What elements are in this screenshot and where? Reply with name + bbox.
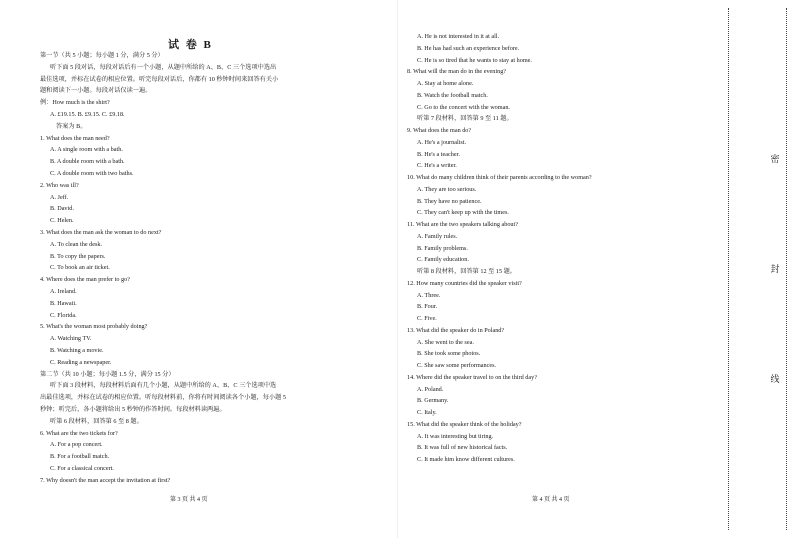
text-line: 出最佳选项，并标在试卷的相应位置。听每段材料前，你将有时间阅读各个小题，每小题 5: [40, 394, 286, 402]
binding-dotted-line-outer: [786, 8, 789, 530]
margin-char-feng: 封: [770, 264, 780, 274]
text-line: C. It made him know different cultures.: [417, 456, 515, 463]
text-line: C. He's a writer.: [417, 162, 457, 170]
text-line: 最佳选项，并标在试卷的相应位置。听完每段对话后，你都有 10 秒钟时间来回答有关小: [40, 75, 279, 83]
text-line: A. Jeff.: [50, 193, 69, 201]
text-line: A. To clean the desk.: [50, 240, 103, 248]
text-line: 听下面 5 段对话，每段对话后有一个小题，从题中所给的 A、B、C 三个选项中选出: [50, 63, 277, 71]
text-line: A. Stay at home alone.: [417, 80, 474, 87]
text-line: C. They can't keep up with the times.: [417, 209, 509, 217]
paper-title: 试 卷 B: [168, 39, 213, 51]
text-line: 听第 7 段材料，回答第 9 至 11 题。: [417, 115, 513, 123]
page-number-right: 第 4 页 共 4 页: [532, 497, 570, 503]
text-line: 8. What will the man do in the evening?: [407, 68, 507, 76]
text-line: C. He is so tired that he wants to stay at home.: [417, 56, 532, 64]
margin-char-mi: 密: [770, 154, 780, 164]
text-line: A. Three.: [417, 291, 441, 299]
fold-divider: [397, 0, 398, 538]
text-line: B. To copy the papers.: [50, 252, 106, 260]
text-line: 12. How many countries did the speaker visit?: [407, 279, 522, 287]
margin-char-xian: 线: [770, 374, 780, 384]
text-line: A. They are too serious.: [417, 185, 477, 193]
text-line: A. It was interesting but tiring.: [417, 432, 494, 440]
text-line: B. It was full of new historical facts.: [417, 444, 508, 452]
text-line: A. Poland.: [417, 385, 444, 393]
text-line: A. He is not interested in it at all.: [417, 33, 500, 40]
text-line: 例：How much is the shirt?: [40, 99, 110, 107]
text-line: 答案为 B。: [56, 122, 87, 130]
text-line: C. Reading a newspaper.: [50, 358, 112, 366]
text-line: C. Florida.: [50, 311, 77, 319]
text-line: C. She saw some performances.: [417, 362, 497, 369]
text-line: 7. Why doesn't the man accept the invitation at first?: [40, 476, 171, 484]
text-line: 9. What does the man do?: [407, 127, 472, 134]
text-line: C. Five.: [417, 315, 437, 322]
page-number-left: 第 3 页 共 4 页: [170, 497, 208, 503]
text-line: A. She went to the sea.: [417, 338, 474, 346]
text-line: A. He's a journalist.: [417, 138, 467, 146]
text-line: B. Hawaii.: [50, 299, 77, 307]
text-line: A. Ireland.: [50, 288, 77, 295]
text-line: 15. What did the speaker think of the holiday?: [407, 420, 522, 428]
text-line: 2. Who was ill?: [40, 181, 79, 189]
text-line: A. Watching TV.: [50, 335, 92, 343]
text-line: B. Watching a movie.: [50, 347, 104, 354]
text-line: 6. What are the two tickets for?: [40, 429, 118, 437]
text-line: 11. What are the two speakers talking about?: [407, 221, 518, 228]
text-line: 13. What did the speaker do in Poland?: [407, 326, 505, 334]
text-line: C. Go to the concert with the woman.: [417, 103, 510, 111]
text-line: B. Family problems.: [417, 244, 468, 252]
text-line: 题和阅读下一小题。每段对话仅读一遍。: [40, 87, 152, 95]
text-line: A. £19.15. B. £9.15. C. £9.18.: [50, 111, 125, 118]
text-line: C. Italy.: [417, 409, 437, 416]
text-line: A. Family rules.: [417, 232, 458, 240]
text-line: B. David.: [50, 205, 74, 213]
text-line: B. For a football match.: [50, 453, 110, 461]
text-line: 1. What does the man need?: [40, 134, 110, 142]
text-line: 听第 6 段材料，回答第 6 至 8 题。: [50, 417, 143, 425]
text-line: 秒钟；听完后，各小题将给出 5 秒钟的作答时间。每段材料读两遍。: [40, 406, 226, 413]
text-line: 听第 8 段材料，回答第 12 至 15 题。: [417, 268, 516, 275]
text-line: 5. What's the woman most probably doing?: [40, 323, 148, 331]
text-line: C. A double room with two baths.: [50, 170, 134, 177]
text-line: B. A double room with a bath.: [50, 158, 125, 166]
text-line: B. She took some photos.: [417, 350, 481, 358]
text-line: B. Four.: [417, 303, 438, 311]
text-line: 3. What does the man ask the woman to do next?: [40, 229, 162, 236]
text-line: A. A single room with a bath.: [50, 146, 123, 154]
text-line: C. To book an air ticket.: [50, 264, 110, 272]
binding-dotted-line: [728, 8, 731, 530]
text-line: C. Family education.: [417, 256, 469, 264]
text-line: C. Helen.: [50, 217, 74, 225]
text-line: 听下面 3 段材料，每段材料后面有几个小题，从题中所给的 A、B、C 三个选项中选: [50, 382, 277, 390]
text-line: 14. Where did the speaker travel to on the third day?: [407, 373, 537, 381]
text-line: 10. What do many children think of their parents according to the woman?: [407, 174, 592, 181]
text-line: C. For a classical concert.: [50, 465, 114, 472]
text-line: B. He has had such an experience before.: [417, 44, 520, 52]
text-line: B. He's a teacher.: [417, 150, 460, 158]
text-line: B. They have no patience.: [417, 197, 482, 205]
text-line: 第一节（共 5 小题；每小题 1 分，满分 5 分）: [40, 52, 164, 59]
text-line: A. For a pop concert.: [50, 441, 103, 449]
text-line: 第二节（共 10 小题；每小题 1.5 分，满分 15 分）: [40, 370, 175, 378]
text-line: B. Watch the football match.: [417, 91, 488, 99]
text-line: 4. Where does the man prefer to go?: [40, 276, 130, 284]
text-line: B. Germany.: [417, 397, 449, 405]
